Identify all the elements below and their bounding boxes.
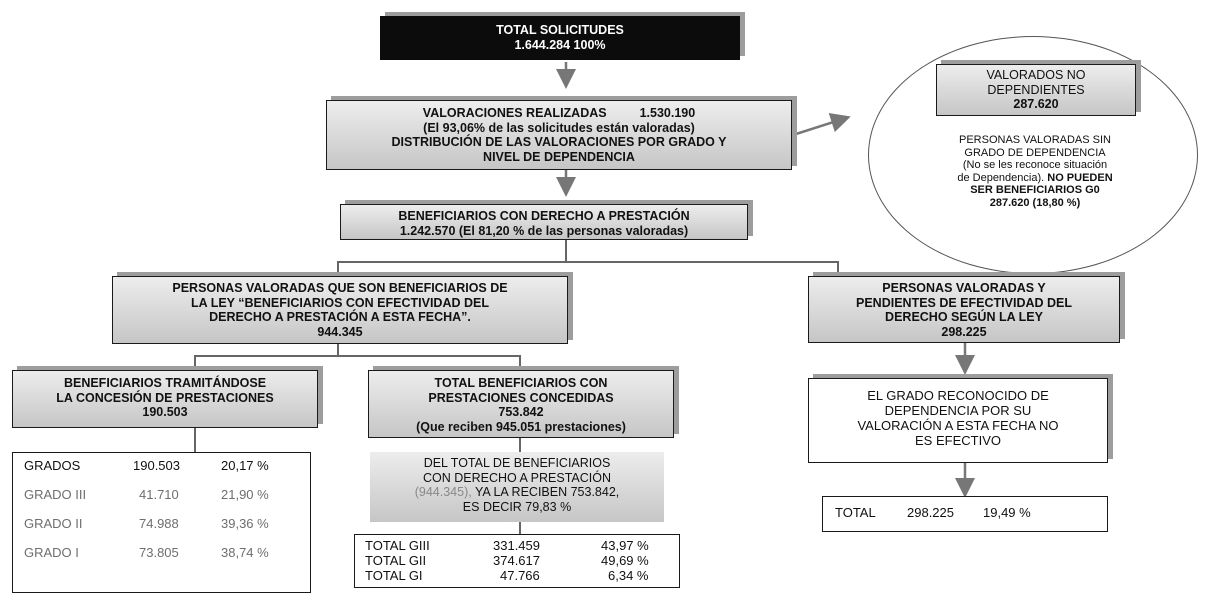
sin-grado-line6: 287.620 (18,80 %) xyxy=(989,196,1081,209)
grado-reconocido-line3: VALORACIÓN A ESTA FECHA NO xyxy=(857,418,1059,433)
no-dependientes-line1: VALORADOS NO xyxy=(986,68,1086,82)
del-total-line3 xyxy=(370,485,664,500)
total-gii-pct: 49,69 % xyxy=(601,553,649,568)
concedidas-box xyxy=(368,370,674,438)
grado-reconocido-line4: ES EFECTIVO xyxy=(915,433,1001,448)
arrow-valoraciones-to-no-dependientes xyxy=(796,118,846,134)
sin-grado-line4 xyxy=(900,172,1170,185)
del-total-line4: ES DECIR 79,83 % xyxy=(462,499,572,514)
valoraciones-distribucion: DISTRIBUCIÓN DE LAS VALORACIONES POR GRADO Y xyxy=(391,135,727,149)
beneficiarios-derecho-box xyxy=(340,204,748,240)
sin-grado-line3: (No se les reconoce situación xyxy=(962,159,1108,171)
pendientes-line1: PERSONAS VALORADAS Y xyxy=(882,281,1046,295)
valoraciones-box xyxy=(326,100,792,170)
total-pendientes-value: 298.225 xyxy=(907,505,954,520)
sin-grado-line4-b: NO PUEDEN xyxy=(1047,171,1113,184)
grado-iii-value: 41.710 xyxy=(139,487,179,502)
total-solicitudes-box xyxy=(380,16,740,60)
del-total-box xyxy=(370,452,664,522)
grado-reconocido-line2: DEPENDENCIA POR SU xyxy=(884,403,1032,418)
grado-ii-pct: 39,36 % xyxy=(221,516,269,531)
gtotals-table xyxy=(354,534,680,588)
total-pendientes-pct: 19,49 % xyxy=(983,505,1031,520)
table-row xyxy=(823,505,1107,523)
split-efectividad-right xyxy=(338,356,520,370)
split-efectividad xyxy=(195,344,338,370)
del-total-line3-a: (944.345), xyxy=(414,485,472,499)
grado-i-value: 73.805 xyxy=(139,545,179,560)
total-solicitudes-title: TOTAL SOLICITUDES xyxy=(496,23,624,37)
del-total-line2: CON DERECHO A PRESTACIÓN xyxy=(423,470,611,485)
grado-iii-label: GRADO III xyxy=(24,487,87,502)
grados-table xyxy=(12,452,311,593)
split-beneficiarios-right xyxy=(566,262,838,276)
grado-iii-pct: 21,90 % xyxy=(221,487,269,502)
pendientes-line3: DERECHO SEGÚN LA LEY xyxy=(885,310,1043,324)
valoraciones-note: (El 93,06% de las solicitudes están valoradas) xyxy=(423,120,695,135)
concedidas-value: 753.842 xyxy=(498,405,544,419)
table-row xyxy=(355,568,679,586)
efectividad-line2: LA LEY “BENEFICIARIOS CON EFECTIVIDAD DEL xyxy=(191,295,489,310)
tramitandose-line1: BENEFICIARIOS TRAMITÁNDOSE xyxy=(63,376,267,390)
total-gii-value: 374.617 xyxy=(493,553,540,568)
concedidas-line1: TOTAL BENEFICIARIOS CON xyxy=(434,376,608,390)
del-total-line3-b: YA LA RECIBEN 753.842, xyxy=(474,485,620,499)
total-giii-value: 331.459 xyxy=(493,538,540,553)
sin-grado-line1: PERSONAS VALORADAS SIN xyxy=(958,134,1111,146)
efectividad-line3: DERECHO A PRESTACIÓN A ESTA FECHA”. xyxy=(209,310,471,324)
table-row xyxy=(13,458,310,476)
grado-reconocido-box xyxy=(808,378,1108,463)
valoraciones-title xyxy=(327,106,791,121)
tramitandose-line2: LA CONCESIÓN DE PRESTACIONES xyxy=(56,390,274,405)
total-gi-value: 47.766 xyxy=(500,568,540,583)
total-giii-label: TOTAL GIII xyxy=(365,538,430,553)
efectividad-line1: PERSONAS VALORADAS QUE SON BENEFICIARIOS DE xyxy=(172,281,508,295)
beneficiarios-derecho-value: 1.242.570 (El 81,20 % de las personas valoradas) xyxy=(399,223,689,238)
grado-reconocido-line1: EL GRADO RECONOCIDO DE xyxy=(867,388,1049,403)
no-dependientes-value: 287.620 xyxy=(1013,97,1059,111)
no-dependientes-text xyxy=(900,134,1170,209)
no-dependientes-line2: DEPENDIENTES xyxy=(987,82,1085,97)
total-gii-label: TOTAL GII xyxy=(365,553,427,568)
total-gi-label: TOTAL GI xyxy=(365,568,423,583)
valoraciones-label: VALORACIONES REALIZADAS xyxy=(422,106,607,120)
grado-ii-label: GRADO II xyxy=(24,516,83,531)
valoraciones-value: 1.530.190 xyxy=(639,106,696,120)
sin-grado-line5: SER BENEFICIARIOS G0 xyxy=(970,184,1100,196)
total-solicitudes-value: 1.644.284 100% xyxy=(514,37,606,52)
table-row xyxy=(13,516,310,534)
total-pendientes-label: TOTAL xyxy=(835,505,876,520)
no-dependientes-box xyxy=(936,64,1136,116)
grado-i-label: GRADO I xyxy=(24,545,79,560)
concedidas-prestaciones: (Que reciben 945.051 prestaciones) xyxy=(416,419,626,434)
grados-label: GRADOS xyxy=(24,458,81,473)
del-total-line1: DEL TOTAL DE BENEFICIARIOS xyxy=(423,456,611,470)
concedidas-line2: PRESTACIONES CONCEDIDAS xyxy=(428,390,614,405)
pendientes-value: 298.225 xyxy=(941,324,987,339)
tramitandose-value: 190.503 xyxy=(142,405,188,419)
grado-i-pct: 38,74 % xyxy=(221,545,269,560)
tramitandose-box xyxy=(12,370,318,428)
total-gi-pct: 6,34 % xyxy=(608,568,649,583)
valoraciones-nivel: NIVEL DE DEPENDENCIA xyxy=(483,149,635,164)
sin-grado-line4-a: de Dependencia). xyxy=(957,171,1045,184)
total-giii-pct: 43,97 % xyxy=(601,538,649,553)
grados-pct: 20,17 % xyxy=(221,458,269,473)
table-row xyxy=(13,487,310,505)
sin-grado-line2: GRADO DE DEPENDENCIA xyxy=(964,146,1106,159)
efectividad-box xyxy=(112,276,568,344)
grados-value: 190.503 xyxy=(133,458,180,473)
beneficiarios-derecho-title: BENEFICIARIOS CON DERECHO A PRESTACIÓN xyxy=(398,209,690,223)
pendientes-line2: PENDIENTES DE EFECTIVIDAD DEL xyxy=(856,295,1072,310)
grado-ii-value: 74.988 xyxy=(139,516,179,531)
efectividad-value: 944.345 xyxy=(317,324,363,339)
table-row xyxy=(13,545,310,563)
split-beneficiarios xyxy=(338,240,566,276)
total-pendientes-box xyxy=(822,496,1108,532)
pendientes-box xyxy=(808,276,1120,343)
